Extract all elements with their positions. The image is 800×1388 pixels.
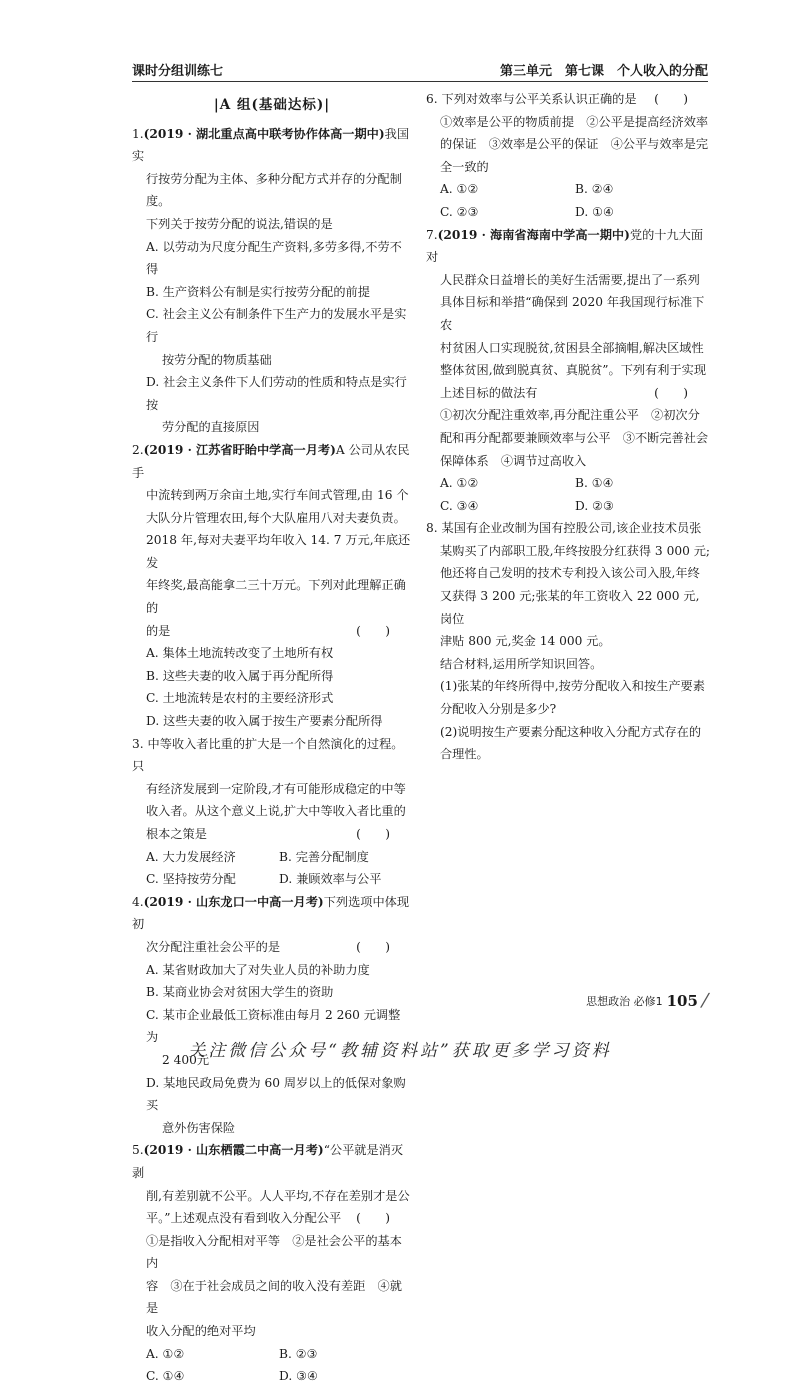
page-number: 105 xyxy=(666,991,698,1010)
watermark-text: 关注微信公众号“教辅资料站”获取更多学习资料 xyxy=(188,1041,612,1061)
option-c: C. ①④ xyxy=(146,1369,185,1384)
option-d: D. 这些夫妻的收入属于按生产要素分配所得 xyxy=(146,714,383,729)
header-divider xyxy=(132,81,708,82)
option-a: A. ①② xyxy=(440,182,479,197)
option-c: C. ②③ xyxy=(440,204,479,219)
option-b: B. ②③ xyxy=(279,1346,318,1361)
option-d: D. 兼顾效率与公平 xyxy=(279,872,382,887)
footer-subject-label: 思想政治 必修1 xyxy=(586,994,663,1008)
sub-question-2: (2)说明按生产要素分配这种收入分配方式存在的 xyxy=(440,724,702,739)
option-c: C. 土地流转是农村的主要经济形式 xyxy=(146,691,334,706)
option-a: A. ①② xyxy=(440,476,479,491)
question-5: 5.(2019 · 山东栖霞二中高一月考)“公平就是消灭剥 削,有差别就不公平。人人平均,不存在差别才是公 平。”上述观点没有看到收入分配公平 ( ) ①是指收入分配相对平等 ②是社会公平的基本内 容 ③在于社会成员之间的收入没有差距 ④就是 收入分配的绝对平均 A. ①② B. ②③ C. ①④ D. ③④ xyxy=(132,1139,412,1388)
question-4: 4.(2019 · 山东龙口一中高一月考)下列选项中体现初 次分配注重社会公平的是 ( ) A. 某省财政加大了对失业人员的补助力度 B. 某商业协会对贫困大学生的资助 C. 某市企业最低工资标准由每月 2 260 元调整为 2 400元 D. 某地民政局免费为 60 周岁以上的低保对象购买 意外伤害保险 xyxy=(132,891,412,1140)
question-5-source: (2019 · 山东栖霞二中高一月考) xyxy=(143,1143,324,1158)
question-1-source: (2019 · 湖北重点高中联考协作体高一期中) xyxy=(143,126,385,141)
left-column xyxy=(132,88,412,1388)
question-3: 3. 中等收入者比重的扩大是一个自然演化的过程。只 有经济发展到一定阶段,才有可能形成稳定的中等 收入者。从这个意义上说,扩大中等收入者比重的 根本之策是 ( ) A. 大力发展经济 B. 完善分配制度 C. 坚持按劳分配 D. 兼顾效率与公平 xyxy=(132,733,412,891)
question-2-source: (2019 · 江苏省盱眙中学高一月考) xyxy=(143,442,336,457)
footer-slash: / xyxy=(699,990,711,1011)
option-a: A. 大力发展经济 xyxy=(146,849,236,864)
header-right-title: 第三单元 第七课 个人收入的分配 xyxy=(499,64,708,79)
answer-paren: ( ) xyxy=(356,939,390,954)
option-b: B. 这些夫妻的收入属于再分配所得 xyxy=(146,668,334,683)
option-a: A. ①② xyxy=(146,1346,185,1361)
option-d: D. 社会主义条件下人们劳动的性质和特点是实行按 xyxy=(146,375,407,412)
option-d: D. ②③ xyxy=(575,498,614,513)
option-d: D. 某地民政局免费为 60 周岁以上的低保对象购买 xyxy=(146,1075,406,1113)
question-6: 6. 下列对效率与公平关系认识正确的是 ( ) ①效率是公平的物质前提 ②公平是提高经济效率 的保证 ③效率是公平的保证 ④公平与效率是完 全一致的 A. ①② B. ②④ C. ②③ D. ①④ xyxy=(426,88,710,224)
question-7: 7.(2019 · 海南省海南中学高一期中)党的十九大面对 人民群众日益增长的美好生活需要,提出了一系列 具体目标和举措“确保到 2020 年我国现行标准下农 村贫困人口实现脱贫,贫困县全部摘帽,解决区域性 整体贫困,做到脱真贫、真脱贫”。下列有利于实现 上述目标的做法有 ( ) ①初次分配注重效率,再分配注重公平 ②初次分 配和再分配都要兼顾效率与公平 ③不断完善社会 保障体系 ④调节过高收入 A. ①② B. ①④ C. ③④ D. ②③ xyxy=(426,224,710,518)
question-1: 1.(2019 · 湖北重点高中联考协作体高一期中)我国实 行按劳分配为主体、多种分配方式并存的分配制度。 下列关于按劳分配的说法,错误的是 A. 以劳动为尺度分配生产资料,多劳多得,不劳不得 B. 生产资料公有制是实行按劳分配的前提 C. 社会主义公有制条件下生产力的发展水平是实行 按劳分配的物质基础 D. 社会主义条件下人们劳动的性质和特点是实行按 劳分配的直接原因 xyxy=(132,123,412,439)
option-c: C. 某市企业最低工资标准由每月 2 260 元调整为 xyxy=(146,1007,401,1045)
option-b: B. 生产资料公有制是实行按劳分配的前提 xyxy=(146,284,370,299)
option-b: B. ①④ xyxy=(575,476,614,491)
option-b: B. ②④ xyxy=(575,182,614,197)
question-7-source: (2019 · 海南省海南中学高一期中) xyxy=(437,227,630,242)
option-d: D. ①④ xyxy=(575,204,614,219)
answer-paren: ( ) xyxy=(654,385,688,400)
question-4-source: (2019 · 山东龙口一中高一月考) xyxy=(143,894,324,909)
option-a: A. 某省财政加大了对失业人员的补助力度 xyxy=(146,962,370,977)
answer-paren: ( ) xyxy=(356,827,390,841)
header-left-title: 课时分组训练七 xyxy=(132,64,224,79)
page-footer xyxy=(586,990,711,1011)
option-b: B. 某商业协会对贫困大学生的资助 xyxy=(146,985,334,1000)
right-column xyxy=(426,88,710,766)
option-a: A. 以劳动为尺度分配生产资料,多劳多得,不劳不得 xyxy=(146,239,402,277)
answer-paren: ( ) xyxy=(356,1211,390,1226)
question-8: 8. 某国有企业改制为国有控股公司,该企业技术员张 某购买了内部职工股,年终按股分红获得 3 000 元; 他还将自己发明的技术专利投入该公司入股,年终 又获得 3 200 元;张某的年工资收入 22 000 元,岗位 津贴 800 元,奖金 14 000 元。 结合材料,运用所学知识回答。 (1)张某的年终所得中,按劳分配收入和按生产要素 分配收入分别是多少? (2)说明按生产要素分配这种收入分配方式存在的 合理性。 xyxy=(426,521,710,762)
question-2: 2.(2019 · 江苏省盱眙中学高一月考)A 公司从农民手 中流转到两万余亩土地,实行车间式管理,由 16 个 大队分片管理农田,每个大队雇用八对夫妻负责。 2018 年,每对夫妻平均年收入 14. 7 万元,年底还发 年终奖,最高能拿二三十万元。下列对此理解正确的 的是 ( ) A. 集体土地流转改变了土地所有权 B. 这些夫妻的收入属于再分配所得 C. 土地流转是农村的主要经济形式 D. 这些夫妻的收入属于按生产要素分配所得 xyxy=(132,439,412,733)
sub-question-1: (1)张某的年终所得中,按劳分配收入和按生产要素 xyxy=(440,679,705,694)
option-b: B. 完善分配制度 xyxy=(279,849,369,864)
option-c: C. ③④ xyxy=(440,498,479,513)
option-c: C. 社会主义公有制条件下生产力的发展水平是实行 xyxy=(146,307,407,344)
group-title: |A 组(基础达标)| xyxy=(213,97,331,113)
option-a: A. 集体土地流转改变了土地所有权 xyxy=(146,646,334,661)
option-c: C. 坚持按劳分配 xyxy=(146,872,236,887)
option-d: D. ③④ xyxy=(279,1369,318,1384)
answer-paren: ( ) xyxy=(356,623,390,638)
answer-paren: ( ) xyxy=(654,92,688,106)
